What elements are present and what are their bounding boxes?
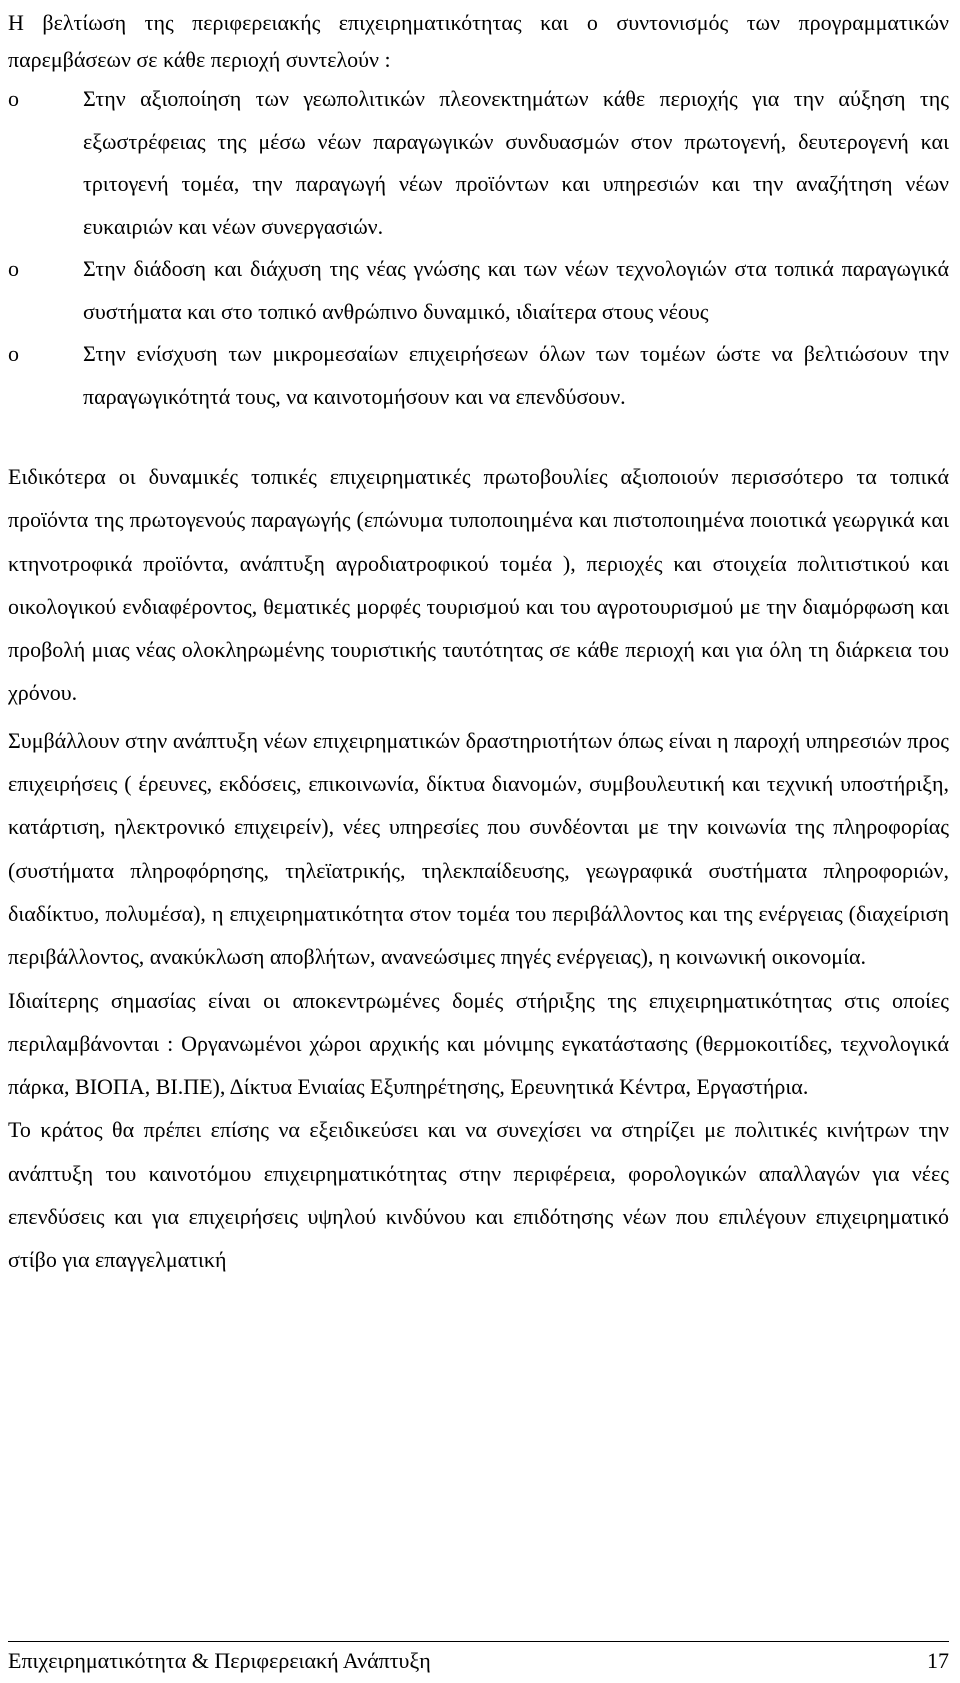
body-paragraph: Ιδιαίτερης σημασίας είναι οι αποκεντρωμένες δομές στήριξης της επιχειρηματικότητας στις οποίες περιλαμβάνονται : Οργανωμένοι χώροι αρχικής και μόνιμης εγκατάστασης (θερμοκοιτίδες, τεχνολογικά πάρκα, ΒΙΟΠΑ, ΒΙ.ΠΕ), Δίκτυα Ενιαίας Εξυπηρέτησης, Ερευνητικά Κέντρα, Εργαστήρια.: [8, 987, 949, 1100]
bullet-text: Στην αξιοποίηση των γεωπολιτικών πλεονεκτημάτων κάθε περιοχής για την αύξηση της εξωστρέφειας της μέσω νέων παραγωγικών συνδυασμών στον πρωτογενή, δευτερογενή και τριτογενή τομέα, την παραγωγή νέων προϊόντων και υπηρεσιών και την αναζήτηση νέων ευκαιριών και νέων συνεργασιών.: [83, 86, 949, 239]
footer-title: Επιχειρηματικότητα & Περιφερειακή Ανάπτυξη: [8, 1648, 431, 1673]
body-paragraph: Το κράτος θα πρέπει επίσης να εξειδικεύσει και να συνεχίσει να στηρίζει με πολιτικές κινήτρων την ανάπτυξη του καινοτόμου επιχειρηματικότητας στην περιφέρεια, φορολογικών απαλλαγών για νέες επενδύσεις και για επιχειρήσεις υψηλού κινδύνου και επιδότησης νέων που επιλέγουν επιχειρηματικό στίβο για επαγγελματική: [8, 1117, 949, 1273]
circle-bullet-marker: o: [8, 256, 19, 281]
document-page: [8, 0, 949, 1282]
bullet-item: [8, 333, 949, 418]
body-paragraph: Ειδικότερα οι δυναμικές τοπικές επιχειρηματικές πρωτοβουλίες αξιοποιούν περισσότερο τα τοπικά προϊόντα της πρωτογενούς παραγωγής (επώνυμα τυποποιημένα και πιστοποιημένα ποιοτικά γεωργικά και κτηνοτροφικά προϊόντα, ανάπτυξη αγροδιατροφικού τομέα ), περιοχές και στοιχεία πολιτιστικού και οικολογικού ενδιαφέροντος, θεματικές μορφές τουρισμού και του αγροτουρισμού με την διαμόρφωση και προβολή μιας νέας ολοκληρωμένης τουριστικής ταυτότητας σε κάθε περιοχή και για όλη τη διάρκεια του χρόνου.: [8, 464, 949, 706]
circle-bullet-marker: o: [8, 341, 19, 366]
bullet-item: [8, 78, 949, 248]
section-spacer: [8, 418, 949, 455]
body-paragraph: Συμβάλλουν στην ανάπτυξη νέων επιχειρηματικών δραστηριοτήτων όπως είναι η παροχή υπηρεσιών προς επιχειρήσεις ( έρευνες, εκδόσεις, επικοινωνία, δίκτυα διανομών, συμβουλευτική και τεχνική υποστήριξη, κατάρτιση, ηλεκτρονικό επιχειρείν), νέες υπηρεσίες που συνδέονται με την κοινωνία της πληροφορίας (συστήματα πληροφόρησης, τηλεϊατρικής, τηλεκπαίδευσης, γεωγραφικά συστήματα πληροφοριών, διαδίκτυο, πολυμέσα), η επιχειρηματικότητα στον τομέα του περιβάλλοντος και της ενέργειας (διαχείριση περιβάλλοντος, ανακύκλωση αποβλήτων, ανανεώσιμες πηγές ενέργειας), η κοινωνική οικονομία.: [8, 727, 949, 970]
page-number: 17: [927, 1648, 949, 1673]
circle-bullet-marker: o: [8, 86, 19, 111]
bullet-list: [8, 78, 949, 418]
bullet-item: [8, 248, 949, 333]
bullet-text: Στην διάδοση και διάχυση της νέας γνώσης και των νέων τεχνολογιών στα τοπικά παραγωγικά συστήματα και στο τοπικό ανθρώπινο δυναμικό, ιδιαίτερα στους νέους: [83, 256, 949, 324]
bullet-text: Στην ενίσχυση των μικρομεσαίων επιχειρήσεων όλων των τομέων ώστε να βελτιώσουν την παραγωγικότητά τους, να καινοτομήσουν και να επενδύσουν.: [83, 341, 949, 409]
intro-paragraph: Η βελτίωση της περιφερειακής επιχειρηματικότητας και ο συντονισμός των προγραμματικών παρεμβάσεων σε κάθε περιοχή συντελούν :: [8, 10, 949, 72]
page-footer: [8, 1641, 949, 1674]
